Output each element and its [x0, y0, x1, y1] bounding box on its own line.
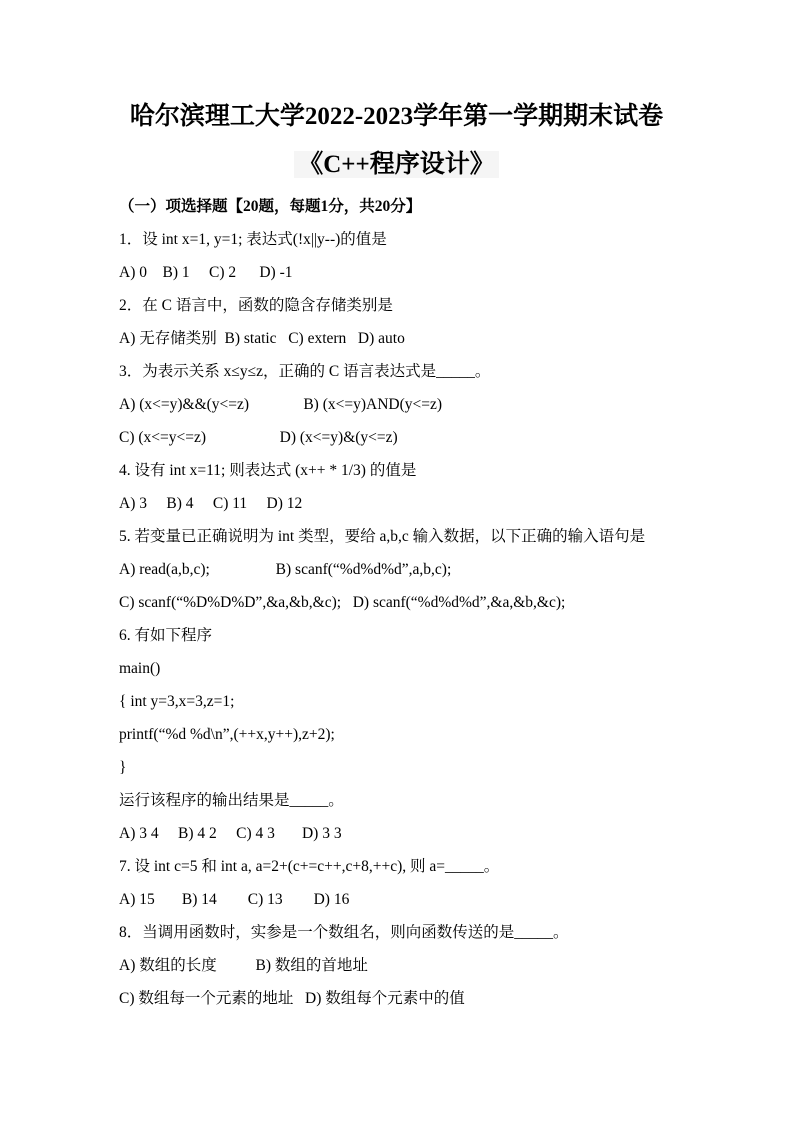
question-line: 5. 若变量已正确说明为 int 类型，要给 a,b,c 输入数据，以下正确的输入语句是: [119, 528, 646, 545]
question-line: 1．设 int x=1, y=1; 表达式(!x||y--)的值是: [119, 231, 387, 248]
question-line: A) 无存储类别 B) static C) extern D) auto: [119, 330, 405, 347]
question-line: 运行该程序的输出结果是_____。: [119, 792, 344, 809]
question-line: 3．为表示关系 x≤y≤z，正确的 C 语言表达式是_____。: [119, 363, 491, 380]
question-lines: [119, 223, 719, 1015]
question-line: printf(“%d %d\n”,(++x,y++),z+2);: [119, 726, 335, 743]
exam-title: 哈尔滨理工大学2022-2023学年第一学期期末试卷: [129, 103, 664, 130]
course-subtitle: [0, 144, 793, 180]
question-line: }: [119, 759, 127, 776]
question-line: 8．当调用函数时，实参是一个数组名，则向函数传送的是_____。: [119, 924, 569, 941]
question-line: C) (x<=y<=z) D) (x<=y)&(y<=z): [119, 429, 398, 446]
question-line: A) 15 B) 14 C) 13 D) 16: [119, 891, 350, 908]
question-line: 6. 有如下程序: [119, 627, 213, 644]
question-line: 7. 设 int c=5 和 int a, a=2+(c+=c++,c+8,++c), 则 a=_____。: [119, 858, 500, 875]
question-line: 2．在 C 语言中，函数的隐含存储类别是: [119, 297, 393, 314]
question-line: A) 0 B) 1 C) 2 D) -1: [119, 264, 293, 281]
question-line: { int y=3,x=3,z=1;: [119, 693, 235, 710]
question-line: A) (x<=y)&&(y<=z) B) (x<=y)AND(y<=z): [119, 396, 443, 413]
question-line: A) 3 B) 4 C) 11 D) 12: [119, 495, 303, 512]
question-line: A) 3 4 B) 4 2 C) 4 3 D) 3 3: [119, 825, 342, 842]
section-heading: （一）项选择题【20题，每题1分，共20分】: [119, 198, 422, 215]
question-line: A) 数组的长度 B) 数组的首地址: [119, 957, 368, 974]
course-subtitle-text: 《C++程序设计》: [294, 151, 499, 178]
question-line: main(): [119, 660, 161, 677]
question-line: A) read(a,b,c); B) scanf(“%d%d%d”,a,b,c);: [119, 561, 452, 578]
question-line: 4. 设有 int x=11; 则表达式 (x++ * 1/3) 的值是: [119, 462, 417, 479]
question-body: [119, 190, 719, 1015]
question-line: C) scanf(“%D%D%D”,&a,&b,&c); D) scanf(“%d%d%d”,&a,&b,&c);: [119, 594, 566, 611]
question-line: C) 数组每一个元素的地址 D) 数组每个元素中的值: [119, 990, 465, 1007]
